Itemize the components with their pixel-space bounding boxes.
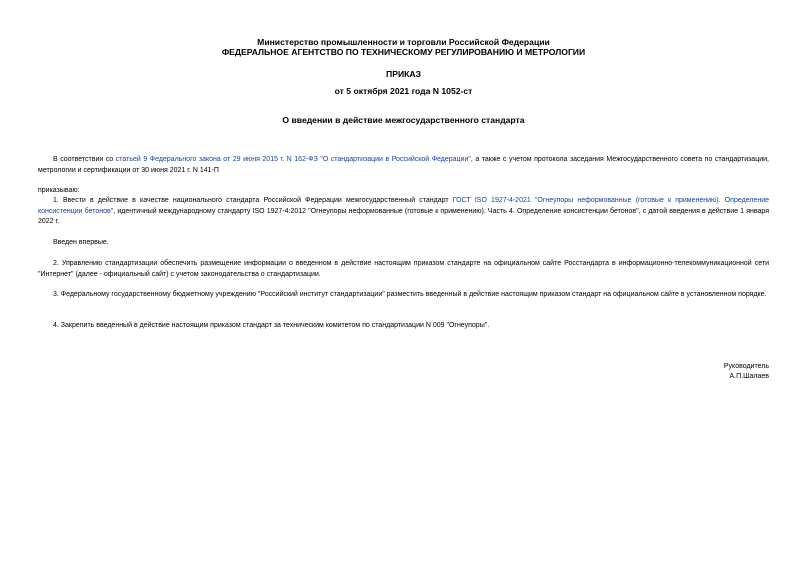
ministry-heading: Министерство промышленности и торговли Российской Федерации: [257, 37, 550, 47]
introduced-first-note: Введен впервые.: [53, 239, 109, 246]
preamble-paragraph: [38, 155, 769, 176]
order-word: приказываю:: [38, 187, 80, 194]
item-1-suffix: , идентичный международному стандарту ISO 1927-4:2012 "Огнеупоры неформованные (готовые к применению). Часть 4. Определение консистенции бетонов", с датой введения в действие 1 января 2022 г.: [38, 207, 769, 225]
item-2-paragraph: 2. Управлению стандартизации обеспечить размещение информации о введенном в действие настоящим приказом стандарте на официальном сайте Росстандарта в информационно-телекоммуникационной сети "Интернет" (далее - официальный сайт) с учетом законодательства о стандартизации.: [38, 260, 769, 278]
doc-type-heading: ПРИКАЗ: [386, 69, 421, 79]
preamble-suffix: , а также с учетом протокола заседания Межгосударственного совета по стандартизации, метрологии и сертификации от 30 июня 2021 г. N 141-П: [38, 156, 769, 174]
order-title: О введении в действие межгосударственного стандарта: [282, 115, 525, 125]
signature-name: А.П.Шалаев: [729, 373, 769, 380]
standard-link[interactable]: ГОСТ ISO 1927-4-2021 "Огнеупоры неформованные (готовые к применению). Определение консистенции бетонов": [38, 197, 769, 215]
signature-role: Руководитель: [723, 363, 769, 370]
agency-heading: ФЕДЕРАЛЬНОЕ АГЕНТСТВО ПО ТЕХНИЧЕСКОМУ РЕГУЛИРОВАНИЮ И МЕТРОЛОГИИ: [221, 47, 586, 57]
item-1-paragraph: [38, 196, 769, 228]
law-link[interactable]: статьей 9 Федерального закона от 29 июня 2015 г. N 162-ФЗ "О стандартизации в Российской Федерации": [115, 156, 471, 163]
item-1-prefix: 1. Ввести в действие в качестве национального стандарта Российской Федерации межгосударственный стандарт: [53, 197, 453, 204]
item-4-paragraph: 4. Закрепить введенный в действие настоящим приказом стандарт за техническим комитетом по стандартизации N 009 "Огнеупоры".: [53, 322, 490, 329]
preamble-prefix: В соответствии со: [53, 156, 116, 163]
item-3-paragraph: 3. Федеральному государственному бюджетному учреждению "Российский институт стандартизации" разместить введенный в действие настоящим приказом стандарт на официальном сайте в установленном порядке.: [53, 291, 767, 298]
date-number-heading: от 5 октября 2021 года N 1052-ст: [334, 86, 473, 96]
